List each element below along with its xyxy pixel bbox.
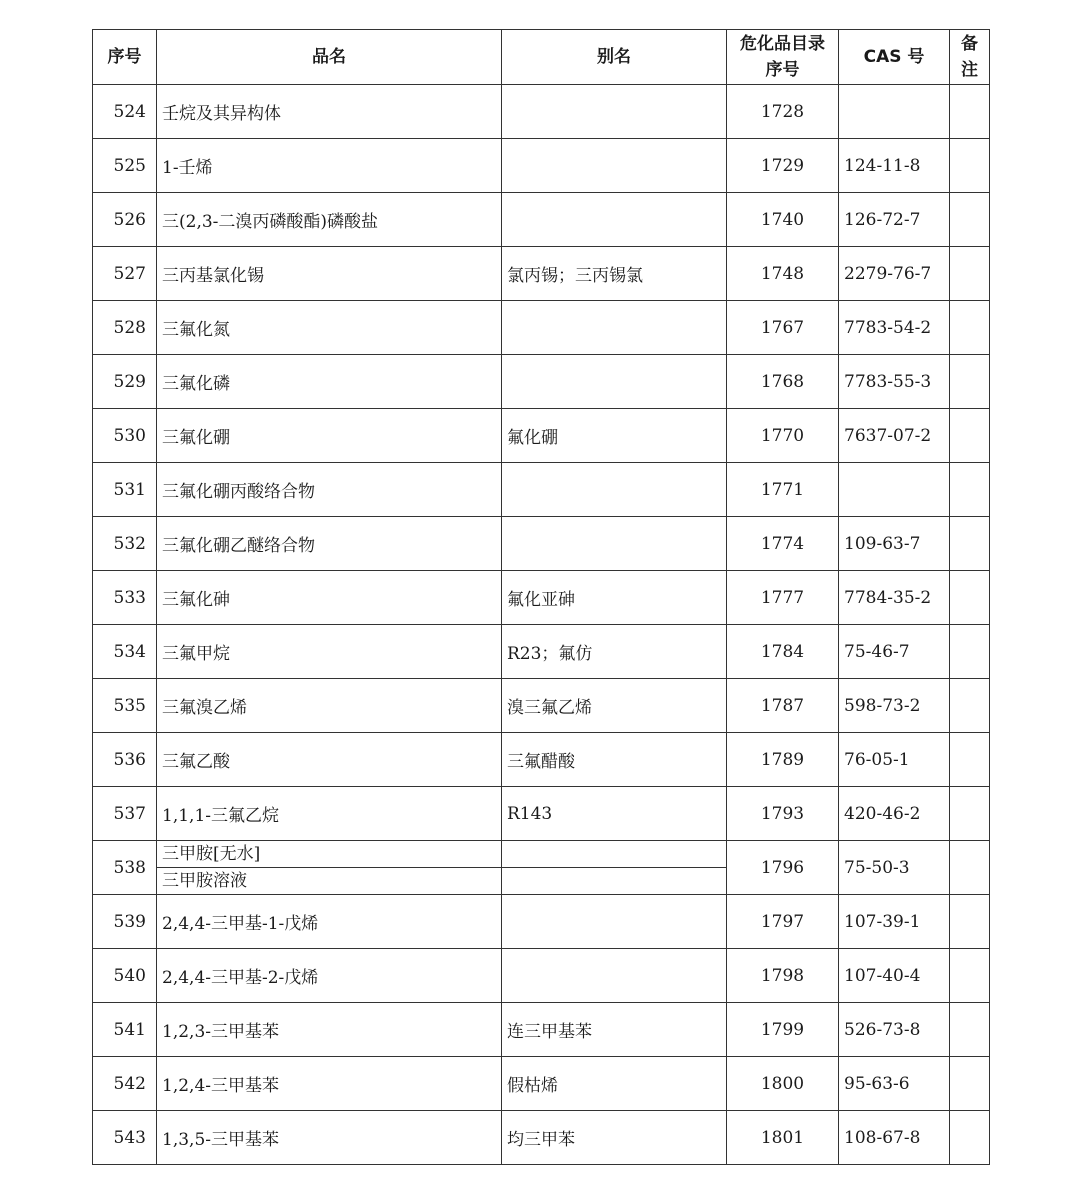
row-catalog-cell: 1798: [727, 949, 839, 1003]
table-row: [93, 895, 990, 949]
row-cas-cell: 7637-07-2: [839, 409, 950, 463]
header-alias: 别名: [502, 30, 727, 85]
table-row: [93, 733, 990, 787]
row-name-cell: 三甲胺[无水]: [157, 841, 502, 868]
row-catalog-cell: 1793: [727, 787, 839, 841]
row-catalog-cell: 1748: [727, 247, 839, 301]
row-remark-cell: [950, 193, 990, 247]
row-cas-cell: 126-72-7: [839, 193, 950, 247]
row-cas-cell: [839, 85, 950, 139]
row-alias-cell: [502, 895, 727, 949]
row-catalog-cell: 1800: [727, 1057, 839, 1111]
row-alias-cell: R143: [502, 787, 727, 841]
row-cas-cell: 107-39-1: [839, 895, 950, 949]
row-remark-cell: [950, 139, 990, 193]
row-cas-cell: 598-73-2: [839, 679, 950, 733]
row-alias-cell: [502, 868, 727, 895]
row-name-cell: 三氟化硼: [157, 409, 502, 463]
row-remark-cell: [950, 949, 990, 1003]
row-remark-cell: [950, 679, 990, 733]
row-alias-cell: 假枯烯: [502, 1057, 727, 1111]
row-remark-cell: [950, 1111, 990, 1165]
header-cas: CAS 号: [839, 30, 950, 85]
row-name-cell: 三甲胺溶液: [157, 868, 502, 895]
header-catalog-number: [727, 30, 839, 85]
table-row: [93, 409, 990, 463]
row-alias-cell: [502, 517, 727, 571]
row-catalog-cell: 1770: [727, 409, 839, 463]
header-catalog-line1: 危化品目录: [740, 34, 825, 54]
row-seq-cell: 531: [93, 463, 157, 517]
row-name-cell: 三氟化氮: [157, 301, 502, 355]
row-seq-cell: 538: [93, 841, 157, 895]
row-seq-cell: 534: [93, 625, 157, 679]
row-name-cell: 三氟溴乙烯: [157, 679, 502, 733]
row-remark-cell: [950, 517, 990, 571]
row-seq-cell: 536: [93, 733, 157, 787]
table-row: [93, 949, 990, 1003]
row-cas-cell: 526-73-8: [839, 1003, 950, 1057]
row-name-cell: 1,2,3-三甲基苯: [157, 1003, 502, 1057]
row-name-cell: 1-壬烯: [157, 139, 502, 193]
row-catalog-cell: 1799: [727, 1003, 839, 1057]
table-row: [93, 1057, 990, 1111]
row-seq-cell: 524: [93, 85, 157, 139]
row-alias-cell: [502, 355, 727, 409]
header-remark-line2: 注: [961, 60, 978, 80]
table-row: [93, 301, 990, 355]
row-catalog-cell: 1801: [727, 1111, 839, 1165]
row-name-cell: 1,2,4-三甲基苯: [157, 1057, 502, 1111]
row-seq-cell: 535: [93, 679, 157, 733]
header-name: 品名: [157, 30, 502, 85]
row-seq-cell: 526: [93, 193, 157, 247]
row-alias-cell: [502, 841, 727, 868]
row-name-cell: 1,1,1-三氟乙烷: [157, 787, 502, 841]
row-alias-cell: [502, 301, 727, 355]
row-name-cell: 三丙基氯化锡: [157, 247, 502, 301]
row-cas-cell: 2279-76-7: [839, 247, 950, 301]
row-alias-cell: 均三甲苯: [502, 1111, 727, 1165]
row-seq-cell: 543: [93, 1111, 157, 1165]
row-seq-cell: 537: [93, 787, 157, 841]
table-row: [93, 247, 990, 301]
hazardous-chemicals-table: [92, 29, 990, 1165]
row-cas-cell: 108-67-8: [839, 1111, 950, 1165]
row-name-cell: 三氟化硼丙酸络合物: [157, 463, 502, 517]
row-name-cell: 三氟化砷: [157, 571, 502, 625]
row-seq-cell: 539: [93, 895, 157, 949]
header-remark: [950, 30, 990, 85]
row-alias-cell: 溴三氟乙烯: [502, 679, 727, 733]
row-alias-cell: [502, 85, 727, 139]
row-remark-cell: [950, 841, 990, 895]
row-alias-cell: [502, 193, 727, 247]
row-seq-cell: 525: [93, 139, 157, 193]
row-remark-cell: [950, 463, 990, 517]
row-catalog-cell: 1787: [727, 679, 839, 733]
row-catalog-cell: 1797: [727, 895, 839, 949]
row-cas-cell: [839, 463, 950, 517]
table-row: [93, 787, 990, 841]
row-remark-cell: [950, 409, 990, 463]
table-row: [93, 193, 990, 247]
row-remark-cell: [950, 301, 990, 355]
row-catalog-cell: 1777: [727, 571, 839, 625]
table-row: [93, 571, 990, 625]
row-name-cell: 三氟化磷: [157, 355, 502, 409]
header-remark-line1: 备: [961, 34, 978, 54]
row-seq-cell: 533: [93, 571, 157, 625]
row-alias-cell: R23；氟仿: [502, 625, 727, 679]
row-name-cell: 2,4,4-三甲基-2-戊烯: [157, 949, 502, 1003]
table-row: [93, 679, 990, 733]
row-remark-cell: [950, 1003, 990, 1057]
table-row: [93, 517, 990, 571]
row-cas-cell: 7783-55-3: [839, 355, 950, 409]
row-cas-cell: 420-46-2: [839, 787, 950, 841]
row-name-cell: 壬烷及其异构体: [157, 85, 502, 139]
row-remark-cell: [950, 85, 990, 139]
row-catalog-cell: 1728: [727, 85, 839, 139]
row-name-cell: 2,4,4-三甲基-1-戊烯: [157, 895, 502, 949]
table-row: [93, 841, 990, 868]
row-cas-cell: 124-11-8: [839, 139, 950, 193]
row-seq-cell: 529: [93, 355, 157, 409]
row-catalog-cell: 1767: [727, 301, 839, 355]
table-row: [93, 139, 990, 193]
row-seq-cell: 532: [93, 517, 157, 571]
row-catalog-cell: 1784: [727, 625, 839, 679]
row-cas-cell: 95-63-6: [839, 1057, 950, 1111]
row-catalog-cell: 1768: [727, 355, 839, 409]
row-seq-cell: 542: [93, 1057, 157, 1111]
row-alias-cell: 三氟醋酸: [502, 733, 727, 787]
row-alias-cell: [502, 139, 727, 193]
row-name-cell: 三氟甲烷: [157, 625, 502, 679]
row-seq-cell: 540: [93, 949, 157, 1003]
table-row: [93, 355, 990, 409]
row-catalog-cell: 1771: [727, 463, 839, 517]
table-row: [93, 463, 990, 517]
header-seq: 序号: [93, 30, 157, 85]
row-remark-cell: [950, 247, 990, 301]
row-cas-cell: 7784-35-2: [839, 571, 950, 625]
row-cas-cell: 75-46-7: [839, 625, 950, 679]
row-seq-cell: 541: [93, 1003, 157, 1057]
row-name-cell: 三(2,3-二溴丙磷酸酯)磷酸盐: [157, 193, 502, 247]
row-alias-cell: 氟化硼: [502, 409, 727, 463]
row-catalog-cell: 1796: [727, 841, 839, 895]
row-seq-cell: 528: [93, 301, 157, 355]
row-alias-cell: 连三甲基苯: [502, 1003, 727, 1057]
row-catalog-cell: 1740: [727, 193, 839, 247]
row-alias-cell: 氟化亚砷: [502, 571, 727, 625]
row-remark-cell: [950, 1057, 990, 1111]
table-row: [93, 1111, 990, 1165]
row-name-cell: 1,3,5-三甲基苯: [157, 1111, 502, 1165]
row-cas-cell: 75-50-3: [839, 841, 950, 895]
row-seq-cell: 527: [93, 247, 157, 301]
row-cas-cell: 76-05-1: [839, 733, 950, 787]
table-row: [93, 625, 990, 679]
row-remark-cell: [950, 355, 990, 409]
header-catalog-line2: 序号: [765, 60, 800, 80]
row-catalog-cell: 1729: [727, 139, 839, 193]
row-catalog-cell: 1774: [727, 517, 839, 571]
row-name-cell: 三氟化硼乙醚络合物: [157, 517, 502, 571]
row-catalog-cell: 1789: [727, 733, 839, 787]
row-name-cell: 三氟乙酸: [157, 733, 502, 787]
table-row: [93, 1003, 990, 1057]
row-cas-cell: 7783-54-2: [839, 301, 950, 355]
row-seq-cell: 530: [93, 409, 157, 463]
row-remark-cell: [950, 733, 990, 787]
row-cas-cell: 109-63-7: [839, 517, 950, 571]
table-row: [93, 85, 990, 139]
row-alias-cell: 氯丙锡；三丙锡氯: [502, 247, 727, 301]
row-cas-cell: 107-40-4: [839, 949, 950, 1003]
table-header-row: [93, 30, 990, 85]
row-remark-cell: [950, 625, 990, 679]
row-remark-cell: [950, 895, 990, 949]
row-remark-cell: [950, 571, 990, 625]
row-alias-cell: [502, 463, 727, 517]
row-remark-cell: [950, 787, 990, 841]
row-alias-cell: [502, 949, 727, 1003]
